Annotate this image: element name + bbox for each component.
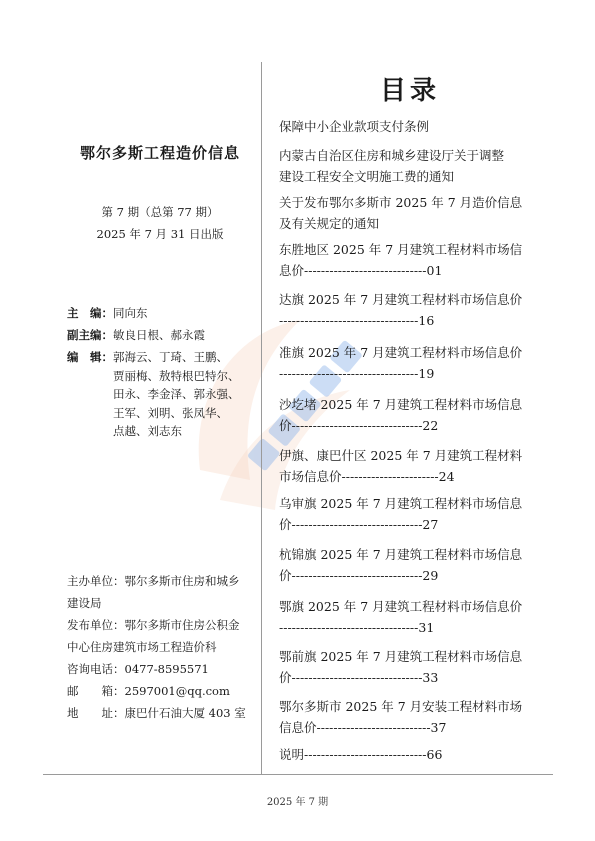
editors-list bbox=[113, 348, 240, 441]
toc-entry-line: 达旗 2025 年 7 月建筑工程材料市场信息价 bbox=[279, 292, 523, 307]
toc-entry[interactable] bbox=[279, 596, 541, 638]
publisher-label: 发布单位： bbox=[67, 618, 125, 632]
toc-entry[interactable] bbox=[279, 493, 541, 535]
publisher-row bbox=[67, 614, 257, 636]
toc-entry-line: 东胜地区 2025 年 7 月建筑工程材料市场信 bbox=[279, 242, 523, 257]
toc-entry-line: 说明-----------------------------66 bbox=[279, 747, 443, 762]
toc-entry-line: 价-------------------------------29 bbox=[279, 568, 439, 583]
sponsor-value: 鄂尔多斯市住房和城乡 bbox=[124, 574, 240, 588]
editors-line: 郭海云、丁琦、王鹏、 bbox=[113, 350, 228, 364]
toc-entry-line: 乌审旗 2025 年 7 月建筑工程材料市场信息 bbox=[279, 496, 523, 511]
toc-entry-line: 保障中小企业款项支付条例 bbox=[279, 119, 430, 134]
toc-entry-line: 息价-----------------------------01 bbox=[279, 263, 443, 278]
toc-entry[interactable] bbox=[279, 289, 541, 331]
toc-entry[interactable] bbox=[279, 445, 541, 487]
publication-title: 鄂尔多斯工程造价信息 bbox=[79, 144, 240, 162]
toc-entry-line: 内蒙古自治区住房和城乡建设厅关于调整 bbox=[279, 148, 505, 163]
toc-heading: 目录 bbox=[380, 76, 441, 106]
toc-entry-line: 信息价---------------------------37 bbox=[279, 720, 447, 735]
editors-label: 编 辑： bbox=[67, 350, 113, 364]
toc-entry[interactable] bbox=[279, 544, 541, 586]
editors-line: 田永、李金泽、郭永强、 bbox=[113, 387, 240, 401]
toc-entry-line: 准旗 2025 年 7 月建筑工程材料市场信息价 bbox=[279, 345, 523, 360]
deputy-editor-names: 敏良日根、郝永霞 bbox=[113, 328, 205, 342]
editors-line: 点越、刘志东 bbox=[113, 424, 182, 438]
toc-entry-line: 鄂前旗 2025 年 7 月建筑工程材料市场信息 bbox=[279, 649, 523, 664]
email-label: 邮 箱： bbox=[67, 684, 125, 698]
chief-editor-row bbox=[67, 304, 148, 322]
toc-entry-line: 价-------------------------------27 bbox=[279, 517, 439, 532]
toc-entry-line: 伊旗、康巴什区 2025 年 7 月建筑工程材料 bbox=[279, 448, 523, 463]
phone-label: 咨询电话： bbox=[67, 662, 125, 676]
chief-editor-label: 主 编： bbox=[67, 306, 113, 320]
toc-entry-line: 建设工程安全文明施工费的通知 bbox=[279, 169, 455, 184]
toc-entry-line: 价-------------------------------33 bbox=[279, 670, 439, 685]
address-label: 地 址： bbox=[67, 706, 125, 720]
toc-entry-line: 价-------------------------------22 bbox=[279, 418, 439, 433]
toc-entry-line: ---------------------------------16 bbox=[279, 313, 435, 328]
phone-value: 0477-8595571 bbox=[124, 662, 209, 676]
toc-entry-line: 及有关规定的通知 bbox=[279, 216, 380, 231]
toc-entry-line: ---------------------------------19 bbox=[279, 366, 435, 381]
issue-number: 第 7 期（总第 77 期） bbox=[101, 205, 219, 219]
toc-entry[interactable] bbox=[279, 646, 541, 688]
toc-entry-line: 关于发布鄂尔多斯市 2025 年 7 月造价信息 bbox=[279, 195, 523, 210]
page-footer: 2025 年 7 期 bbox=[266, 797, 329, 808]
sponsor-row bbox=[67, 570, 257, 592]
publication-date: 2025 年 7 月 31 日出版 bbox=[96, 227, 224, 241]
toc-entry-line: 鄂尔多斯市 2025 年 7 月安装工程材料市场 bbox=[279, 699, 523, 714]
toc-entry[interactable] bbox=[279, 744, 541, 765]
email-row bbox=[67, 680, 257, 702]
sponsor-continued: 建设局 bbox=[67, 596, 102, 610]
editors-line: 贾丽梅、敖特根巴特尔、 bbox=[113, 368, 240, 383]
address-value: 康巴什石油大厦 403 室 bbox=[124, 706, 246, 720]
toc-entry-line: 鄂旗 2025 年 7 月建筑工程材料市场信息价 bbox=[279, 599, 523, 614]
chief-editor-name: 同向东 bbox=[113, 306, 148, 320]
toc-entry[interactable] bbox=[279, 145, 541, 187]
toc-entry[interactable] bbox=[279, 394, 541, 436]
toc-entry[interactable] bbox=[279, 116, 541, 137]
toc-entry[interactable] bbox=[279, 239, 541, 281]
deputy-editor-label: 副主编： bbox=[67, 328, 113, 342]
address-row bbox=[67, 702, 257, 724]
publisher-continued: 中心住房建筑市场工程造价科 bbox=[67, 640, 217, 654]
toc-entry-line: ---------------------------------31 bbox=[279, 620, 435, 635]
deputy-editor-row bbox=[67, 326, 205, 344]
sponsor-label: 主办单位： bbox=[67, 574, 125, 588]
contact-info bbox=[67, 570, 257, 724]
publisher-value: 鄂尔多斯市住房公积金 bbox=[124, 618, 240, 632]
toc-entry[interactable] bbox=[279, 342, 541, 384]
footer-divider bbox=[43, 774, 553, 775]
toc-entry-line: 杭锦旗 2025 年 7 月建筑工程材料市场信息 bbox=[279, 547, 523, 562]
toc-entry[interactable] bbox=[279, 696, 541, 738]
email-value[interactable]: 2597001@qq.com bbox=[124, 684, 230, 698]
toc-entry-line: 市场信息价-----------------------24 bbox=[279, 469, 455, 484]
toc-entry[interactable] bbox=[279, 192, 541, 234]
phone-row bbox=[67, 658, 257, 680]
toc-entry-line: 沙圪堵 2025 年 7 月建筑工程材料市场信息 bbox=[279, 397, 523, 412]
editors-line: 王军、刘明、张凤华、 bbox=[113, 405, 228, 420]
column-divider bbox=[261, 62, 262, 774]
